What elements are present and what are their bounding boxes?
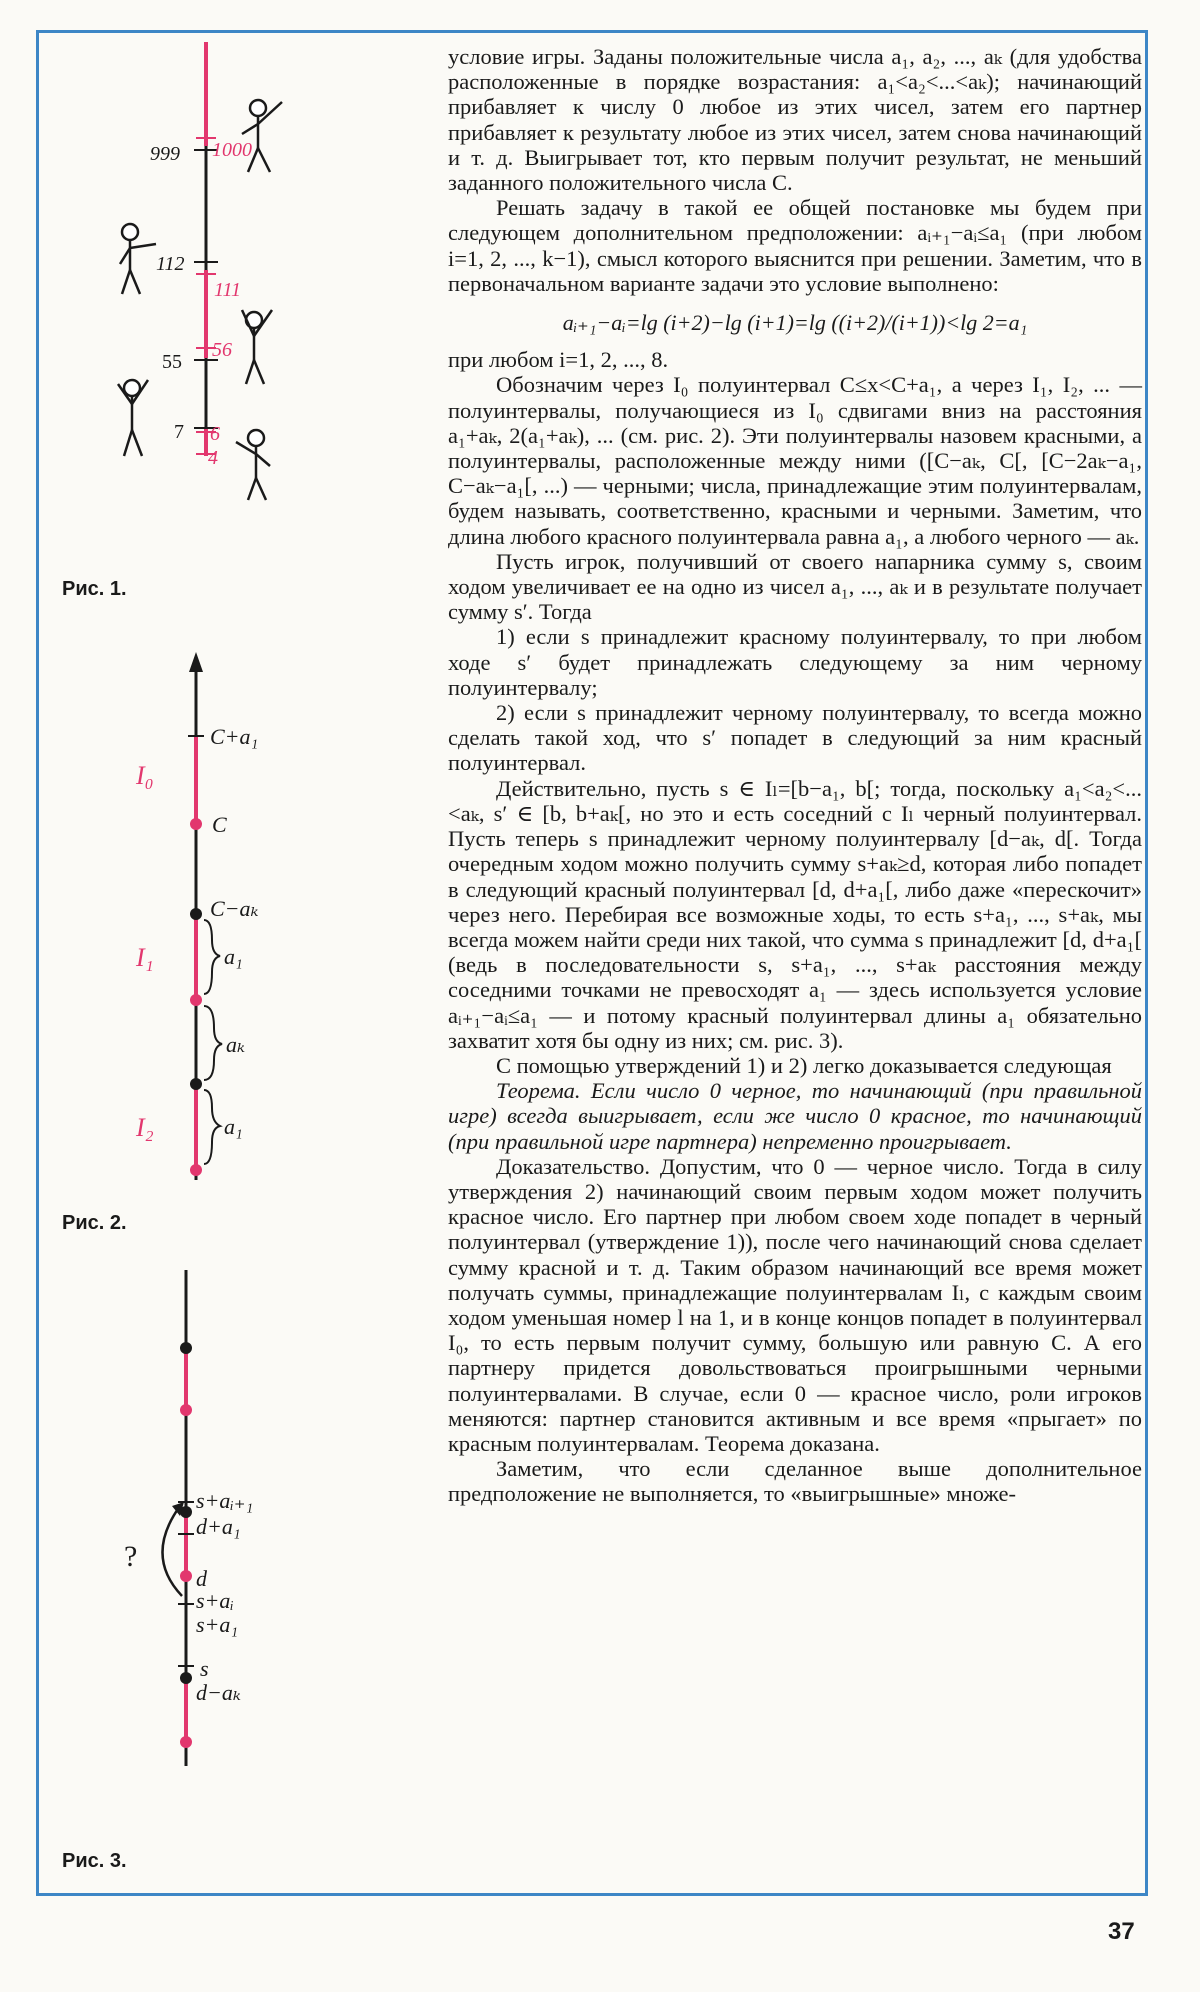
figure-1 [76,38,336,578]
label-4: 4 [208,447,218,469]
stick-figure-icon [236,430,270,500]
caption-fig3: Рис. 3. [62,1850,127,1872]
label-6: 6 [210,423,220,445]
page-number: 37 [1108,1918,1135,1945]
fig3-point [180,1342,192,1354]
label-s-a1: s+a₁ [196,1612,239,1637]
body-text [448,44,1142,1507]
brace-icon [204,1090,220,1164]
brace-icon [204,1006,222,1080]
label-a1-top: a₁ [224,944,243,969]
fig3-point [180,1570,192,1582]
label-s-ai: s+aᵢ [196,1588,234,1613]
label-i1: I₁ [136,943,154,972]
label-c-minus-ak: C−aₖ [210,896,259,921]
fig3-point [180,1736,192,1748]
theorem: Теорема. Если число 0 черное, то начинающий (при правильной игре) всегда выигрывает, если же число 0 красное, то начинающий (при правильной игре партнера) непременно проигрывает. [448,1078,1142,1154]
fig3-point [180,1404,192,1416]
stick-figure-icon [118,380,148,456]
label-i2: I₂ [136,1113,154,1142]
statement-1: 1) если s принадлежит красному полуинтервалу, то при любом ходе s′ будет принадлежать следующему за ним черному полуинтервалу; [448,624,1142,700]
label-s-ai1: s+aᵢ₊₁ [196,1488,254,1513]
stick-figure-icon [242,100,282,172]
figures-column [36,30,456,1896]
label-111: 111 [214,279,242,301]
label-a1-bottom: a₁ [224,1114,243,1139]
label-55: 55 [162,351,182,373]
paragraph: Решать задачу в такой ее общей постановке мы будем при следующем дополнительном предположении: aᵢ₊₁−aᵢ≤a₁ (при любом i=1, 2, ..., k−1), смысл которого выяснится при решении. Заметим, что в первоначальном варианте задачи это условие выполнено: [448,195,1142,296]
label-c: C [212,812,227,837]
label-1000: 1000 [212,139,252,161]
stick-figure-icon [120,224,156,294]
label-i0: I₀ [136,761,154,790]
stick-figure-icon [242,310,272,384]
proof: Доказательство. Допустим, что 0 — черное число. Тогда в силу утверждения 2) начинающий своим первым ходом может получить красное число. Его партнер при любом своем ходе попадет в черный полуинтервал (утверждение 1)), после чего начинающий снова сделает сумму красной и т. д. Таким образом начинающий все время может получать суммы, принадлежащие полуинтервалам Iₗ, с каждым своим ходом уменьшая номер l на 1, и в конце концов попадет в полуинтервал I₀, то есть первым получит сумму, большую или равную C. А его партнеру придется довольствоваться проигрышными черными полуинтервалами. В случае, если 0 — красное число, роли игроков меняются: партнер становится активным и все время «прыгает» по красным полуинтервалам. Теорема доказана. [448,1153,1142,1456]
caption-fig1: Рис. 1. [62,578,127,600]
arrow-up-icon [189,652,203,672]
label-999: 999 [150,143,180,165]
paragraph: условие игры. Заданы положительные числа a₁, a₂, ..., aₖ (для удобства расположенные в порядке возрастания: a₁<a₂<...<aₖ); начинающий прибавляет к числу 0 любое из этих чисел, затем его партнер прибавляет к результату любое из этих чисел, затем снова начинающий и т. д. Выигрывает тот, кто первым получит результат, не меньший заданного положительного числа C. [448,44,1142,196]
paragraph: С помощью утверждений 1) и 2) легко доказывается следующая [496,1052,1112,1078]
fig2-point [190,818,202,830]
label-112: 112 [156,253,185,275]
paragraph: Обозначим через I₀ полуинтервал C≤x<C+a₁, а через I₁, I₂, ... — полуинтервалы, получающиеся из I₀ сдвигами вниз на расстояния a₁+aₖ, 2(a₁+aₖ), ... (см. рис. 2). Эти полуинтервалы назовем красными, а полуинтервалы, расположенные между ними ([C−aₖ, C[, [C−2aₖ−a₁, C−aₖ−a₁[, ...) — черными; числа, принадлежащие этим полуинтервалам, будем называть, соответственно, красными и черными. Заметим, что длина любого красного полуинтервала равна a₁, а любого черного — aₖ. [448,372,1142,549]
figure-2 [96,650,356,1190]
label-56: 56 [212,339,232,361]
fig3-point [180,1672,192,1684]
fig2-point [190,1164,202,1176]
label-ak: aₖ [226,1032,246,1057]
fig2-point [190,994,202,1006]
paragraph: Пусть игрок, получивший от своего напарника сумму s, своим ходом увеличивает ее на одно из чисел a₁, ..., aₖ и в результате получает сумму s′. Тогда [448,548,1142,625]
jump-arrow [162,1506,182,1596]
paragraph: Заметим, что если сделанное выше дополнительное предположение не выполняется, то «выигрышные» множе- [448,1456,1142,1507]
label-d: d [196,1566,207,1591]
label-7: 7 [174,421,184,443]
label-d-a1: d+a₁ [196,1514,241,1539]
label-d-ak: d−aₖ [196,1680,241,1705]
fig2-point [190,908,202,920]
label-c-plus-a1: C+a₁ [210,724,259,749]
brace-icon [204,920,220,994]
label-s: s [200,1656,209,1681]
paragraph: Действительно, пусть s ∈ Iₗ=[b−a₁, b[; тогда, поскольку a₁<a₂<...<aₖ, s′ ∈ [b, b+aₖ[, но это и есть соседний с Iₗ черный полуинтервал. Пусть теперь s принадлежит черному полуинтервалу [d−aₖ, d[. Тогда очередным ходом можно получить сумму s+aₖ≥d, которая либо попадет в следующий красный полуинтервал [d, d+a₁[, либо даже «перескочит» через него. Перебирая все возможные ходы, то есть s+a₁, ..., s+aₖ, мы всегда можем найти среди них такой, что сумма s принадлежит [d, d+a₁[ (ведь в последовательности s, s+a₁, ..., s+aₖ расстояния между соседними точками не превосходят a₁ — здесь используется условие aᵢ₊₁−aᵢ≤a₁ — и потому красный полуинтервал длины a₁ обязательно захватит хотя бы одну из них; см. рис. 3). [448,775,1142,1053]
formula: aᵢ₊₁−aᵢ=lg (i+2)−lg (i+1)=lg ((i+2)/(i+1))<lg 2=a₁ [562,310,1028,336]
statement-2: 2) если s принадлежит черному полуинтервалу, то всегда можно сделать такой ход, что s′ попадет в следующий за ним красный полуинтервал. [448,700,1142,776]
paragraph: при любом i=1, 2, ..., 8. [448,347,669,373]
caption-fig2: Рис. 2. [62,1212,127,1234]
figure-3 [96,1266,356,1786]
question-mark: ? [124,1540,138,1573]
fig2-point [190,1078,202,1090]
